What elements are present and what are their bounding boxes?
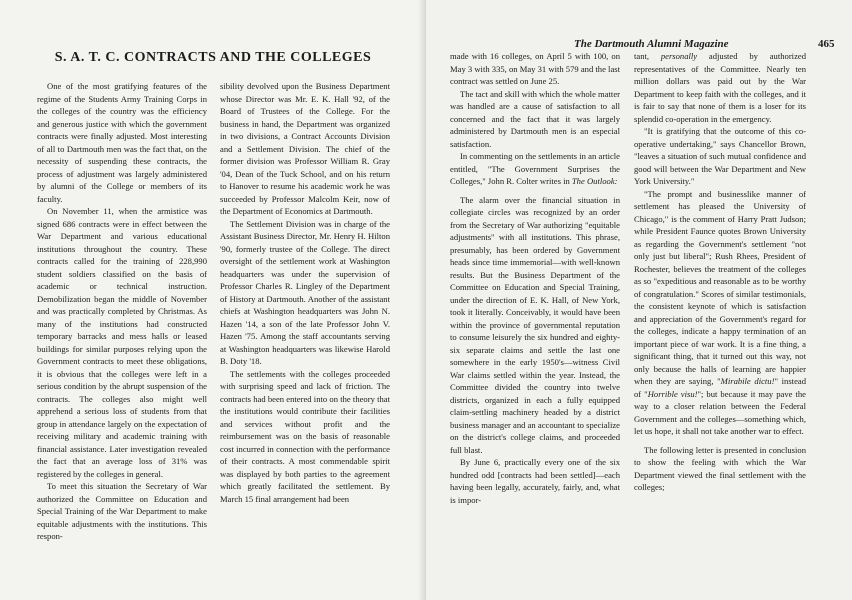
paragraph-text: "The prompt and businesslike manner of settlement has pleased the University of Chicago," is the comment of Harry Pratt Judson; while President Faunce quotes Brown University as regarding the Government's settlement "not only just but liberal"; Rush Rhees, President of Rochester, believes the treatment of the colleges as so "expeditious and reasonable as to be worthy of congratulation." Scores of similar testimonials, the consistent keynote of which is satisfaction and appreciation of the Government's regard for the colleges, indicate a happy termination of an important piece of war work. It is a fine thing, a significant thing, that it turned out this way, not only because the halls of learning are happier when they are saying, " bbox=[634, 188, 806, 386]
paragraph: The tact and skill with which the whole matter was handled are a cause of satisfaction to all concerned and the fact that it was largely administered by Dartmouth men is an especial satisfaction. bbox=[450, 88, 620, 149]
paragraph: By June 6, practically every one of the six hundred odd [contracts had been settled]—each having been legally, accurately, fairly, and, what is impor- bbox=[450, 457, 620, 505]
paragraph: To meet this situation the Secretary of War authorized the Committee on Education and Special Training of the War Department to make equitable adjustments with the institutions. This respon- bbox=[37, 481, 207, 541]
paragraph-text: " instead of " bbox=[634, 376, 806, 399]
latin-phrase: Horrible visu! bbox=[647, 388, 698, 399]
running-head: The Dartmouth Alumni Magazine bbox=[574, 38, 729, 50]
paragraph-text: adjusted by authorized representatives of the Committee. Nearly ten million dollars was paid out by the War Department to keep faith with the colleges, and it is fair to say that none of them is a loser for its splendid co-operation in the emergency. bbox=[634, 51, 806, 124]
emphasis: personally bbox=[660, 51, 698, 61]
paragraph: The settlements with the colleges proceeded with surprising speed and lack of friction. The contracts had been entered into on the theory that the institutions would contribute their facilities and services without profit and the reimbursement was on the basis of reasonable cost incurred in connection with the performance of their contracts. A most commendable spirit was displayed by both parties to the agreement which greatly facilitated the settlement. By March 15 final arrangement had been bbox=[220, 368, 390, 504]
page-number: 465 bbox=[818, 38, 835, 50]
paragraph: The following letter is presented in conclusion to show the feeling with which the War Department viewed the final settlement with the colleges; bbox=[634, 444, 806, 492]
paragraph: One of the most gratifying features of the regime of the Students Army Training Corps in the colleges of the country was the efficiency and generous justice with which the government contracts were finally adjusted. Most interesting of all to Dartmouth men was the fact that, on the necessity of suspending these contracts, the process of adjustment was largely administered by alumni of the College or members of its faculty. bbox=[37, 81, 207, 204]
article-title: S. A. T. C. CONTRACTS AND THE COLLEGES bbox=[54, 50, 372, 65]
paragraph: On November 11, when the armistice was signed 686 contracts were in effect between the War Department and various educational institutions throughout the country. These contracts called for the training of 228,990 student soldiers classified on the basis of academic or technical instruction. Demobilization began the middle of November and was practically completed by Christmas. As many of the institutions had constructed temporary barracks and mess halls or leased buildings for similar purposes relying upon the Government contracts to meet these obligations, it is obvious that the colleges were left in a serious condition by the abrupt suspension of the contracts. The colleges also might well apprehend a serious loss of students from that group in attendance largely on the expectation of receiving military and academic training with financial assistance. Later investigation revealed the fact that an average loss of 31% was registered by the colleges in general. bbox=[37, 206, 207, 479]
paragraph: The Settlement Division was in charge of the Assistant Business Director, Mr. Henry H. Hilton '90, formerly trustee of the College. The direct oversight of the settlement work at Washington headquarters was under the supervision of Professor Charles R. Lingley of the Department of History at Dartmouth. Another of the assistant chiefs at Washington headquarters was John N. Hazen '14, a son of the late Professor John V. Hazen '75. Among the staff accountants serving at Washington headquarters was likewise Harold B. Doty '18. bbox=[220, 218, 390, 366]
block-quote: The alarm over the financial situation in collegiate circles was recognized by an order from the Secretary of War authorizing "equitable adjustments" with all institutions. This phrase, presumably, has been ordered by Government heads since time immemorial—with well-known results. But the Business Department of the Committee on Education and Special Training, under the direction of E. K. Hall, of New York, took it literally. Conceivably, it would have been within the province of governmental reputation to consume leisurely the six hundred and eighty-six separate claims and settle the last one somewhere in the early 1950's—witness Civil War claims settled within the year. Instead, the Committee divided the country into twelve districts, organized in each a fully equipped claim-settling machinery headed by a district business manager and an accountant to specialize on the district's college claims, and proceeded full blast. bbox=[450, 194, 620, 455]
text-column-3 bbox=[450, 50, 620, 506]
text-column-4 bbox=[634, 50, 806, 494]
text-column-1 bbox=[37, 80, 207, 543]
paragraph bbox=[450, 150, 620, 188]
paragraph: sibility devolved upon the Business Department whose Director was Mr. E. K. Hall '92, of the Board of Trustees of the College. For the business in hand, the Department was organized in two divisions, a Contract Accounts Division and a Settlement Division. The chief of the former division was Professor William R. Gray '04, Dean of the Tuck School, and on his return to Hanover to resume his academic work he was succeeded by Professor Malcolm Keir, now of the Department of Economics at Dartmouth. bbox=[220, 81, 390, 216]
publication-title: The Outlook: bbox=[571, 176, 618, 186]
paragraph-text: "; but because it may pave the way to a closer relation between the Federal Government and the colleges—something which, let us hope, it shall not take another war to effect. bbox=[634, 388, 806, 436]
paragraph-text: In commenting on the settlements in an article entitled, "The Government Surprises the Colleges," John R. Colter writes in bbox=[450, 151, 620, 186]
latin-phrase: Mirabile dictu! bbox=[720, 376, 775, 386]
paragraph: "It is gratifying that the outcome of this co-operative undertaking," says Chancellor Brown, "leaves a situation of such mutual confidence and good will between the War Department and New York University." bbox=[634, 126, 806, 186]
paragraph bbox=[634, 188, 806, 438]
text-column-2 bbox=[220, 80, 390, 505]
paragraph-text: tant, bbox=[634, 51, 661, 61]
paragraph: made with 16 colleges, on April 5 with 100, on May 3 with 335, on May 31 with 579 and the last contract was settled on June 25. bbox=[450, 51, 620, 86]
paragraph bbox=[634, 50, 806, 125]
